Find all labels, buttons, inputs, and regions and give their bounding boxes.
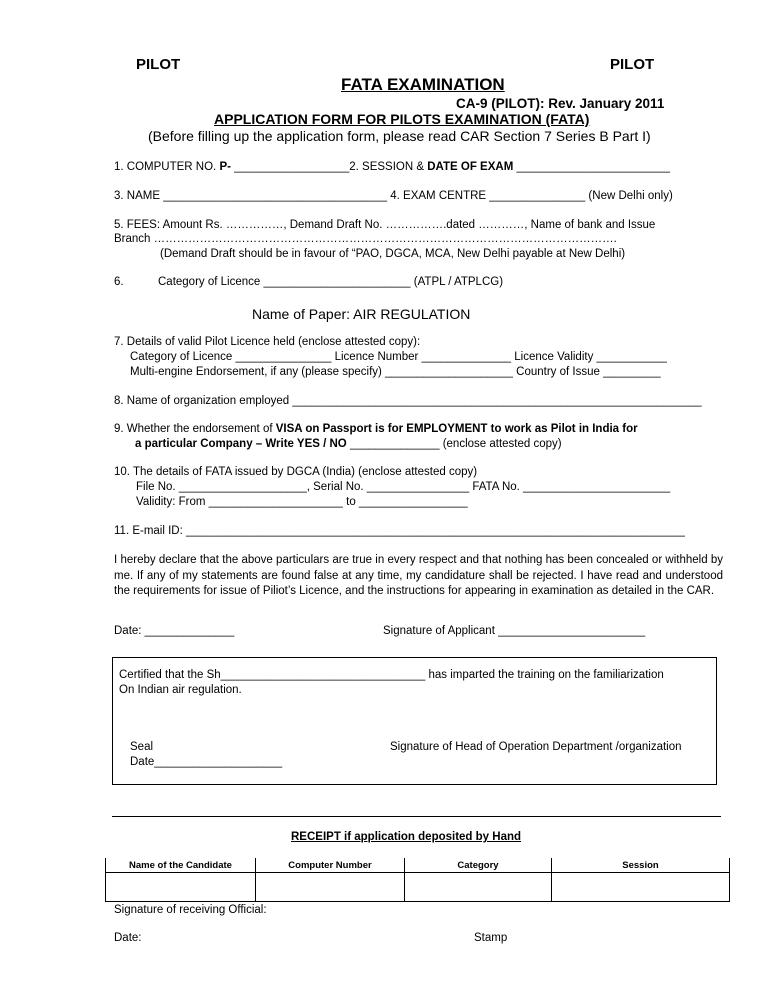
cell-computer-number (256, 873, 405, 902)
section-9-blank: ______________ (enclose attested copy) (346, 438, 562, 450)
computer-prefix: P- (219, 161, 231, 173)
paper-title: AIR REGULATION (353, 306, 471, 322)
field-1-label: 1. COMPUTER NO. (114, 161, 220, 173)
receipt-date: Date: (114, 932, 142, 944)
date-field: Date: ______________ (114, 625, 235, 637)
section-10-line2: File No. ____________________, Serial No. ________________ FATA No. _______________________ (136, 481, 671, 493)
cell-session (552, 873, 730, 902)
certificate-line2: On Indian air regulation. (119, 684, 242, 696)
section-11-email: 11. E-mail ID: ______________________________________________________________________________ (114, 525, 685, 537)
section-9-prefix: 9. Whether the endorsement of (114, 423, 276, 435)
section-7-line1: 7. Details of valid Pilot Licence held (enclose attested copy): (114, 336, 421, 348)
receipt-header-row (106, 858, 730, 873)
section-7-line3: Multi-engine Endorsement, if any (please specify) ____________________ Country of Issue _________ (130, 366, 661, 378)
field-1-computer-no (114, 161, 670, 173)
applicant-signature: Signature of Applicant _______________________ (383, 625, 646, 637)
cell-name (106, 873, 256, 902)
declaration-paragraph: I hereby declare that the above particulars are true in every respect and that nothing has been concealed or withheld by me. If any of my statements are found false at any time, my candidature shall be rejected. I have read and understood the requirements for issue of Piliot’s Licence, and the instructions for appearing in examination as detailed in the CAR. (114, 554, 723, 597)
field-6-category: Category of Licence _______________________ (ATPL / ATPLCG) (158, 276, 504, 288)
date-of-exam-blank: ________________________ (513, 161, 670, 173)
field-2-session-label: __________________2. SESSION & (230, 161, 428, 173)
stamp-label: Stamp (474, 932, 508, 944)
section-9-line2 (135, 438, 562, 450)
col-computer-number: Computer Number (256, 858, 405, 873)
field-6-number: 6. (114, 276, 124, 288)
section-7-line2: Category of Licence _______________ Licence Number ______________ Licence Validity ___________ (130, 351, 667, 363)
head-signature: Signature of Head of Operation Department /organization (390, 741, 682, 753)
field-5-fees-line2: Branch …………………………………………………………………………………………………………. (114, 233, 617, 245)
date-of-exam-label: DATE OF EXAM (427, 161, 514, 173)
col-name-of-candidate: Name of the Candidate (106, 858, 256, 873)
form-title: APPLICATION FORM FOR PILOTS EXAMINATION (FATA) (214, 111, 590, 127)
paper-name (252, 306, 470, 322)
paper-label: Name of Paper: (252, 306, 354, 322)
section-9-yes-no: a particular Company – Write YES / NO (135, 438, 347, 450)
receiving-official-signature: Signature of receiving Official: (114, 904, 267, 916)
pilot-label-left: PILOT (136, 56, 181, 73)
receipt-table (105, 858, 730, 902)
field-5-fees-line1: 5. FEES: Amount Rs. ……………, Demand Draft No. …………….dated …………, Name of bank and Issue (114, 219, 656, 231)
pilot-label-right: PILOT (610, 56, 655, 73)
section-10-line3: Validity: From _____________________ to _________________ (136, 496, 468, 508)
instruction-text: (Before filling up the application form, please read CAR Section 7 Series B Part I) (148, 128, 651, 144)
section-8-organization: 8. Name of organization employed ________________________________________________________________ (114, 395, 702, 407)
field-5-note: (Demand Draft should be in favour of “PAO, DGCA, MCA, New Delhi payable at New Delhi) (160, 248, 626, 260)
cell-category (405, 873, 552, 902)
field-3-name-exam-centre: 3. NAME ___________________________________ 4. EXAM CENTRE _______________ (New Delhi only) (114, 190, 673, 202)
seal-label: Seal (130, 741, 154, 753)
section-9-visa: VISA on Passport is for EMPLOYMENT to work as Pilot in India for (275, 423, 638, 435)
revision-label: CA-9 (PILOT): Rev. January 2011 (456, 96, 665, 111)
page-title: FATA EXAMINATION (341, 75, 505, 94)
section-10-line1: 10. The details of FATA issued by DGCA (India) (enclose attested copy) (114, 466, 478, 478)
certificate-line1: Certified that the Sh________________________________ has imparted the training on the familiarization (119, 669, 664, 681)
separator-line (112, 816, 721, 817)
col-category: Category (405, 858, 552, 873)
receipt-data-row (106, 873, 730, 902)
certificate-date: Date____________________ (130, 756, 283, 768)
col-session: Session (552, 858, 730, 873)
section-9-line1 (114, 423, 638, 435)
receipt-title: RECEIPT if application deposited by Hand (291, 831, 522, 843)
